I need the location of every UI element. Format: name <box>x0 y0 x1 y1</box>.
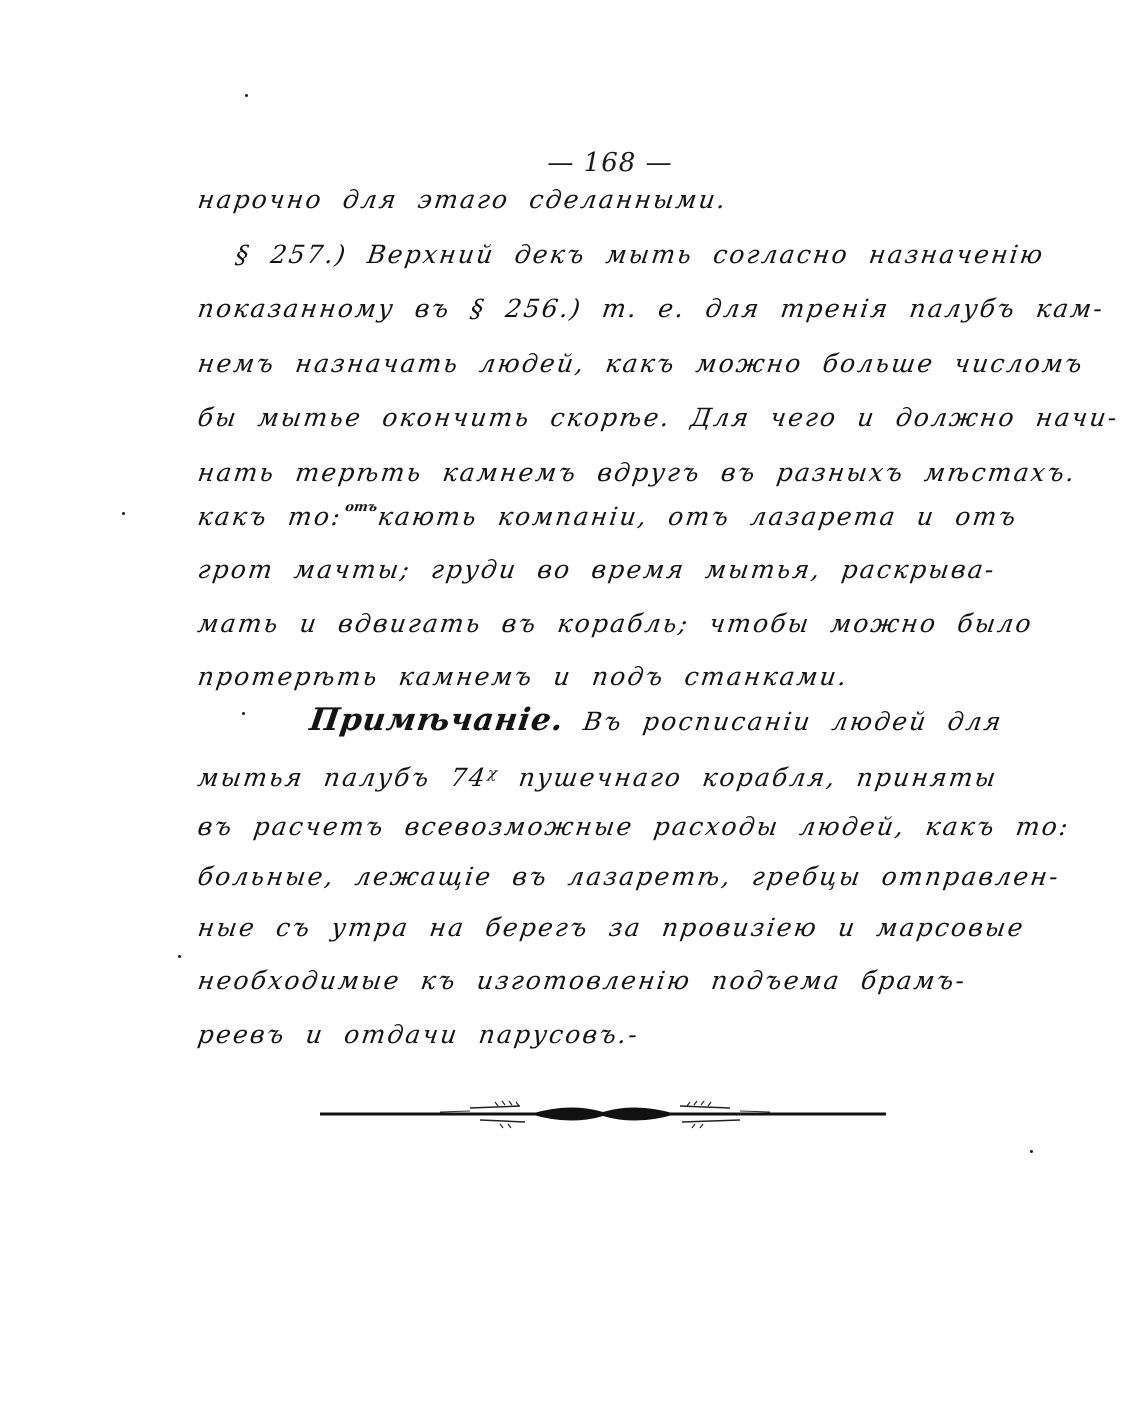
note-first-line <box>307 702 1140 738</box>
speck-mark <box>245 94 248 97</box>
text-line-14: больные, лежащіе въ лазаретѣ, гребцы отправлен- <box>195 862 1062 891</box>
speck-mark <box>1030 1150 1033 1153</box>
text-line-10: протерѣть камнемъ и подъ станками. <box>195 662 851 691</box>
speck-mark <box>122 512 125 515</box>
text-line-6: нать терѣть камнемъ вдругъ въ разныхъ мѣстахъ. <box>195 458 1079 487</box>
text-line-8: грот мачты; груди во время мытья, раскрыва- <box>195 555 998 584</box>
text-line-17: реевъ и отдачи парусовъ.- <box>195 1020 642 1049</box>
text-line-12: мытья палубъ 74ᵡ пушечнаго корабля, приняты <box>195 763 1000 792</box>
text-line-9: мать и вдвигать въ корабль; чтобы можно было <box>195 609 1035 638</box>
note-first-line-text: Въ росписаніи людей для <box>581 707 1005 736</box>
speck-mark <box>242 712 245 715</box>
text-line-16: необходимые къ изготовленію подъема брамъ- <box>195 966 969 995</box>
text-line-7 <box>196 500 1050 531</box>
decorative-divider <box>320 1094 886 1134</box>
text-line-5: бы мытье окончить скорѣе. Для чего и должно начи- <box>195 403 1121 432</box>
note-heading: Примѣчаніе. <box>307 702 567 738</box>
text-line-2: § 257.) Верхний декъ мыть согласно назначенію <box>233 240 1047 269</box>
speck-mark <box>178 955 181 958</box>
text-line-3: показанному въ § 256.) т. е. для тренія палубъ кам- <box>195 294 1107 323</box>
text-line-1: нарочно для этаго сделанными. <box>195 185 730 214</box>
page-number: — 168 — <box>547 148 673 178</box>
text-line-15: ные съ утра на берегъ за провизіею и марсовые <box>195 913 1027 942</box>
superscript-insertion: отъ <box>344 500 379 515</box>
text-line-13: въ расчетъ всевозможные расходы людей, какъ то: <box>195 812 1072 841</box>
text-line-7-end: кають компаніи, отъ лазарета и отъ <box>375 502 1020 531</box>
text-line-7-start: какъ то: <box>195 502 345 531</box>
text-line-4: немъ назначать людей, какъ можно больше числомъ <box>195 349 1087 378</box>
